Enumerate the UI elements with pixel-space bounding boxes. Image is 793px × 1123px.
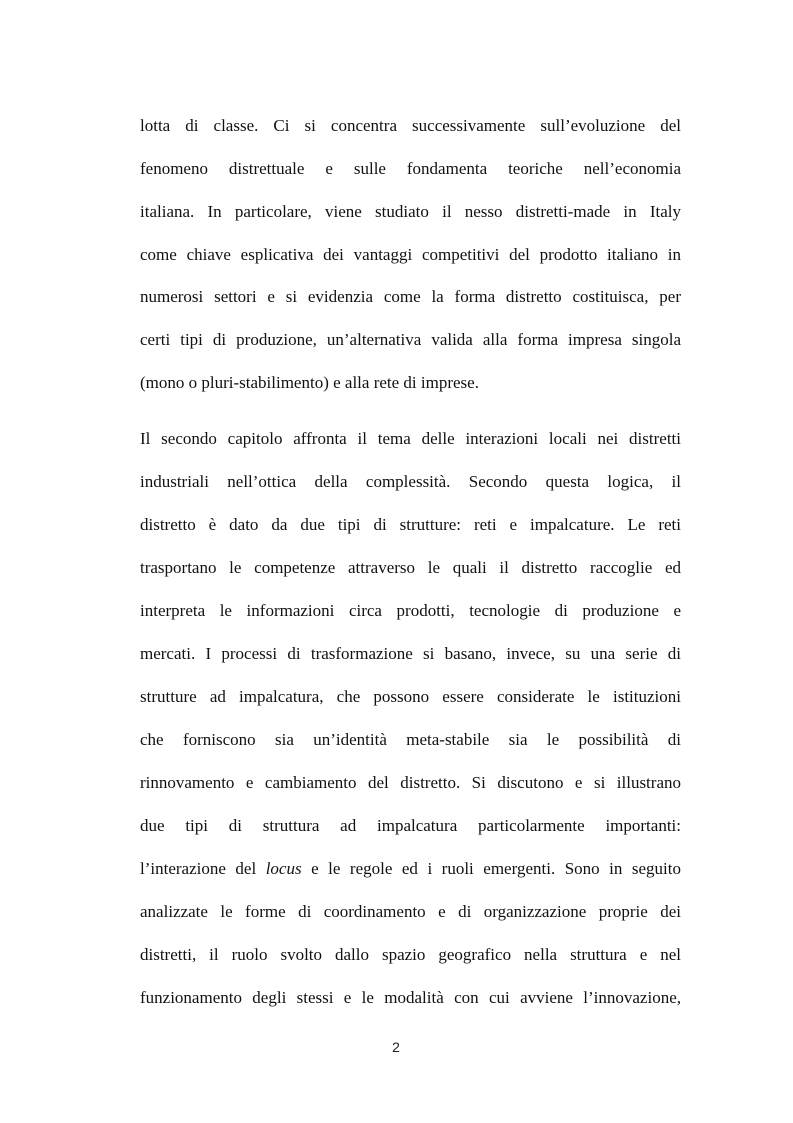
text-line: numerosi settori e si evidenzia come la forma distretto costituisca, per	[140, 287, 681, 306]
text-line: come chiave esplicativa dei vantaggi competitivi del prodotto italiano in	[140, 245, 681, 264]
locus-line-before: l’interazione del	[140, 859, 266, 878]
text-line: interpreta le informazioni circa prodotti, tecnologie di produzione e	[140, 601, 681, 620]
text-line: italiana. In particolare, viene studiato il nesso distretti-made in Italy	[140, 202, 681, 221]
text-line: distretti, il ruolo svolto dallo spazio geografico nella struttura e nel	[140, 945, 681, 964]
text-line: che forniscono sia un’identità meta-stabile sia le possibilità di	[140, 730, 681, 749]
text-line: analizzate le forme di coordinamento e di organizzazione proprie dei	[140, 902, 681, 921]
text-line: due tipi di struttura ad impalcatura particolarmente importanti:	[140, 816, 681, 835]
text-line: (mono o pluri-stabilimento) e alla rete di imprese.	[140, 373, 479, 392]
text-line: trasportano le competenze attraverso le quali il distretto raccoglie ed	[140, 558, 681, 577]
text-line: Il secondo capitolo affronta il tema delle interazioni locali nei distretti	[140, 429, 681, 448]
text-line: certi tipi di produzione, un’alternativa valida alla forma impresa singola	[140, 330, 681, 349]
locus-line-after: e le regole ed i ruoli emergenti. Sono in seguito	[301, 859, 681, 878]
text-line: rinnovamento e cambiamento del distretto. Si discutono e si illustrano	[140, 773, 681, 792]
text-line: industriali nell’ottica della complessità. Secondo questa logica, il	[140, 472, 681, 491]
locus-italic-term: locus	[265, 859, 302, 878]
text-line: lotta di classe. Ci si concentra successivamente sull’evoluzione del	[140, 116, 681, 135]
page-number: 2	[392, 1039, 400, 1055]
text-line: strutture ad impalcatura, che possono essere considerate le istituzioni	[140, 687, 681, 706]
text-line: funzionamento degli stessi e le modalità con cui avviene l’innovazione,	[140, 988, 681, 1007]
text-line: fenomeno distrettuale e sulle fondamenta teoriche nell’economia	[140, 159, 681, 178]
text-line-locus	[140, 857, 681, 881]
text-line: distretto è dato da due tipi di strutture: reti e impalcature. Le reti	[140, 515, 681, 534]
text-line: mercati. I processi di trasformazione si basano, invece, su una serie di	[140, 644, 681, 663]
